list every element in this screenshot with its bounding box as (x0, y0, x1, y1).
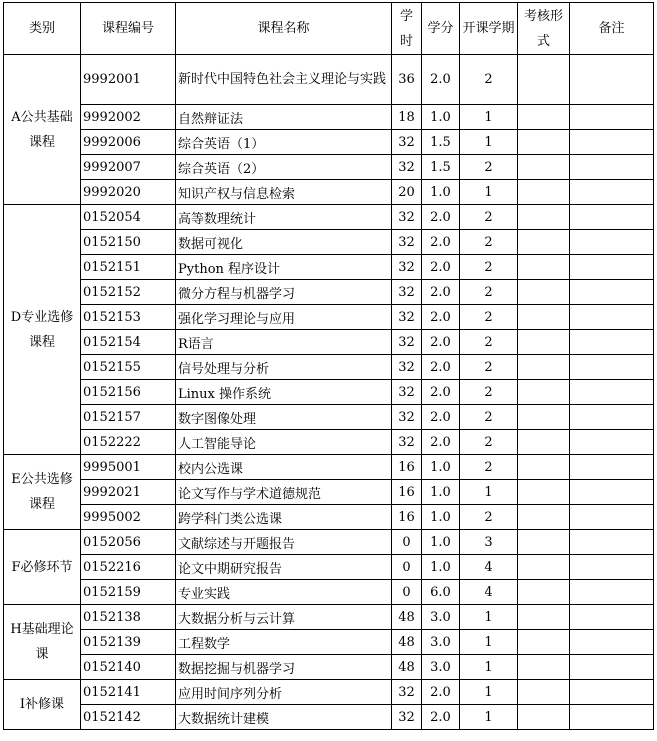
exam-cell (518, 355, 570, 380)
course-name-cell: 专业实践 (176, 580, 392, 605)
exam-cell (518, 430, 570, 455)
semester-cell: 2 (460, 255, 518, 280)
course-name-cell: 数字图像处理 (176, 405, 392, 430)
semester-cell: 2 (460, 430, 518, 455)
credits-cell: 6.0 (422, 580, 460, 605)
exam-cell (518, 330, 570, 355)
semester-cell: 1 (460, 480, 518, 505)
table-row (4, 580, 654, 605)
remark-cell (570, 305, 654, 330)
course-code-cell: 9992001 (81, 55, 176, 105)
course-code-cell: 0152142 (81, 705, 176, 730)
remark-cell (570, 330, 654, 355)
credits-cell: 2.0 (422, 680, 460, 705)
remark-cell (570, 455, 654, 480)
hours-cell: 32 (392, 230, 422, 255)
semester-cell: 2 (460, 280, 518, 305)
remark-cell (570, 680, 654, 705)
table-row (4, 530, 654, 555)
hours-cell: 20 (392, 180, 422, 205)
remark-cell (570, 530, 654, 555)
hours-cell: 32 (392, 255, 422, 280)
course-name-cell: 高等数理统计 (176, 205, 392, 230)
hours-cell: 48 (392, 655, 422, 680)
credits-cell: 1.0 (422, 555, 460, 580)
course-name-cell: 综合英语（1） (176, 130, 392, 155)
header-name: 课程名称 (176, 3, 392, 55)
hours-cell: 32 (392, 130, 422, 155)
table-row (4, 480, 654, 505)
hours-cell: 0 (392, 580, 422, 605)
course-code-cell: 0152222 (81, 430, 176, 455)
table-row (4, 155, 654, 180)
table-row (4, 330, 654, 355)
semester-cell: 2 (460, 230, 518, 255)
header-row (4, 3, 654, 55)
exam-cell (518, 55, 570, 105)
exam-cell (518, 680, 570, 705)
course-name-cell: 大数据分析与云计算 (176, 605, 392, 630)
exam-cell (518, 705, 570, 730)
credits-cell: 1.0 (422, 505, 460, 530)
remark-cell (570, 105, 654, 130)
category-cell: A公共基础课程 (4, 55, 81, 205)
exam-cell (518, 180, 570, 205)
exam-cell (518, 255, 570, 280)
course-name-cell: 校内公选课 (176, 455, 392, 480)
hours-cell: 32 (392, 330, 422, 355)
credits-cell: 3.0 (422, 630, 460, 655)
credits-cell: 2.0 (422, 255, 460, 280)
table-row (4, 705, 654, 730)
exam-cell (518, 505, 570, 530)
exam-cell (518, 380, 570, 405)
semester-cell: 2 (460, 205, 518, 230)
exam-cell (518, 655, 570, 680)
course-code-cell: 9992006 (81, 130, 176, 155)
exam-cell (518, 305, 570, 330)
table-row (4, 655, 654, 680)
exam-cell (518, 630, 570, 655)
table-row (4, 130, 654, 155)
semester-cell: 2 (460, 305, 518, 330)
semester-cell: 2 (460, 405, 518, 430)
table-row (4, 630, 654, 655)
course-table (3, 2, 654, 730)
credits-cell: 2.0 (422, 305, 460, 330)
credits-cell: 2.0 (422, 205, 460, 230)
course-code-cell: 9992020 (81, 180, 176, 205)
course-name-cell: 数据挖掘与机器学习 (176, 655, 392, 680)
table-row (4, 105, 654, 130)
course-code-cell: 0152139 (81, 630, 176, 655)
hours-cell: 16 (392, 455, 422, 480)
course-code-cell: 0152155 (81, 355, 176, 380)
remark-cell (570, 130, 654, 155)
hours-cell: 0 (392, 530, 422, 555)
header-category: 类别 (4, 3, 81, 55)
credits-cell: 3.0 (422, 655, 460, 680)
header-remark: 备注 (570, 3, 654, 55)
category-cell: F必修环节 (4, 530, 81, 605)
table-row (4, 430, 654, 455)
course-name-cell: 强化学习理论与应用 (176, 305, 392, 330)
semester-cell: 1 (460, 630, 518, 655)
hours-cell: 32 (392, 380, 422, 405)
hours-cell: 16 (392, 480, 422, 505)
hours-cell: 36 (392, 55, 422, 105)
exam-cell (518, 205, 570, 230)
hours-cell: 32 (392, 705, 422, 730)
remark-cell (570, 430, 654, 455)
course-name-cell: 论文写作与学术道德规范 (176, 480, 392, 505)
exam-cell (518, 405, 570, 430)
course-code-cell: 0152156 (81, 380, 176, 405)
exam-cell (518, 530, 570, 555)
exam-cell (518, 605, 570, 630)
course-name-cell: 人工智能导论 (176, 430, 392, 455)
table-row (4, 555, 654, 580)
remark-cell (570, 580, 654, 605)
semester-cell: 2 (460, 155, 518, 180)
semester-cell: 2 (460, 505, 518, 530)
remark-cell (570, 55, 654, 105)
semester-cell: 2 (460, 330, 518, 355)
course-name-cell: 知识产权与信息检索 (176, 180, 392, 205)
course-name-cell: Linux 操作系统 (176, 380, 392, 405)
course-code-cell: 0152150 (81, 230, 176, 255)
course-name-cell: 工程数学 (176, 630, 392, 655)
remark-cell (570, 230, 654, 255)
course-name-cell: 综合英语（2） (176, 155, 392, 180)
exam-cell (518, 105, 570, 130)
credits-cell: 3.0 (422, 605, 460, 630)
credits-cell: 2.0 (422, 330, 460, 355)
course-name-cell: 大数据统计建模 (176, 705, 392, 730)
hours-cell: 16 (392, 505, 422, 530)
course-name-cell: 信号处理与分析 (176, 355, 392, 380)
table-row (4, 255, 654, 280)
remark-cell (570, 355, 654, 380)
remark-cell (570, 255, 654, 280)
remark-cell (570, 480, 654, 505)
hours-cell: 48 (392, 630, 422, 655)
course-name-cell: R语言 (176, 330, 392, 355)
course-code-cell: 0152140 (81, 655, 176, 680)
semester-cell: 3 (460, 530, 518, 555)
credits-cell: 2.0 (422, 230, 460, 255)
course-code-cell: 9992002 (81, 105, 176, 130)
exam-cell (518, 130, 570, 155)
remark-cell (570, 280, 654, 305)
credits-cell: 2.0 (422, 355, 460, 380)
header-code: 课程编号 (81, 3, 176, 55)
table-row (4, 205, 654, 230)
remark-cell (570, 555, 654, 580)
semester-cell: 4 (460, 555, 518, 580)
course-code-cell: 0152151 (81, 255, 176, 280)
credits-cell: 2.0 (422, 55, 460, 105)
remark-cell (570, 380, 654, 405)
remark-cell (570, 655, 654, 680)
header-credits: 学分 (422, 3, 460, 55)
course-code-cell: 0152216 (81, 555, 176, 580)
course-name-cell: 自然辩证法 (176, 105, 392, 130)
exam-cell (518, 480, 570, 505)
course-code-cell: 0152157 (81, 405, 176, 430)
semester-cell: 1 (460, 105, 518, 130)
credits-cell: 1.0 (422, 530, 460, 555)
credits-cell: 2.0 (422, 380, 460, 405)
remark-cell (570, 180, 654, 205)
course-code-cell: 0152138 (81, 605, 176, 630)
remark-cell (570, 605, 654, 630)
hours-cell: 32 (392, 280, 422, 305)
credits-cell: 1.5 (422, 155, 460, 180)
hours-cell: 32 (392, 355, 422, 380)
course-name-cell: 文献综述与开题报告 (176, 530, 392, 555)
course-code-cell: 0152141 (81, 680, 176, 705)
credits-cell: 1.0 (422, 455, 460, 480)
semester-cell: 1 (460, 605, 518, 630)
table-row (4, 680, 654, 705)
table-row (4, 305, 654, 330)
exam-cell (518, 555, 570, 580)
semester-cell: 2 (460, 55, 518, 105)
course-code-cell: 0152153 (81, 305, 176, 330)
semester-cell: 1 (460, 655, 518, 680)
exam-cell (518, 455, 570, 480)
exam-cell (518, 280, 570, 305)
remark-cell (570, 405, 654, 430)
course-code-cell: 9995001 (81, 455, 176, 480)
hours-cell: 18 (392, 105, 422, 130)
remark-cell (570, 705, 654, 730)
category-cell: D专业选修课程 (4, 205, 81, 455)
course-name-cell: 应用时间序列分析 (176, 680, 392, 705)
remark-cell (570, 505, 654, 530)
header-hours: 学时 (392, 3, 422, 55)
remark-cell (570, 155, 654, 180)
credits-cell: 2.0 (422, 705, 460, 730)
course-name-cell: Python 程序设计 (176, 255, 392, 280)
category-cell: I补修课 (4, 680, 81, 730)
semester-cell: 4 (460, 580, 518, 605)
category-cell: H基础理论课 (4, 605, 81, 680)
semester-cell: 1 (460, 180, 518, 205)
credits-cell: 1.0 (422, 180, 460, 205)
table-row (4, 505, 654, 530)
credits-cell: 1.5 (422, 130, 460, 155)
hours-cell: 32 (392, 405, 422, 430)
semester-cell: 2 (460, 455, 518, 480)
course-code-cell: 0152159 (81, 580, 176, 605)
hours-cell: 0 (392, 555, 422, 580)
semester-cell: 2 (460, 380, 518, 405)
hours-cell: 32 (392, 680, 422, 705)
header-exam: 考核形式 (518, 3, 570, 55)
credits-cell: 2.0 (422, 405, 460, 430)
category-cell: E公共选修课程 (4, 455, 81, 530)
course-code-cell: 9995002 (81, 505, 176, 530)
credits-cell: 2.0 (422, 430, 460, 455)
table-row (4, 380, 654, 405)
table-row (4, 455, 654, 480)
table-body (4, 55, 654, 730)
semester-cell: 1 (460, 680, 518, 705)
course-name-cell: 数据可视化 (176, 230, 392, 255)
exam-cell (518, 580, 570, 605)
exam-cell (518, 230, 570, 255)
credits-cell: 1.0 (422, 105, 460, 130)
course-name-cell: 论文中期研究报告 (176, 555, 392, 580)
semester-cell: 2 (460, 355, 518, 380)
course-code-cell: 0152056 (81, 530, 176, 555)
table-row (4, 55, 654, 105)
semester-cell: 1 (460, 130, 518, 155)
table-row (4, 405, 654, 430)
course-name-cell: 跨学科门类公选课 (176, 505, 392, 530)
hours-cell: 32 (392, 155, 422, 180)
table-row (4, 230, 654, 255)
course-code-cell: 0152154 (81, 330, 176, 355)
semester-cell: 1 (460, 705, 518, 730)
hours-cell: 32 (392, 305, 422, 330)
course-code-cell: 0152054 (81, 205, 176, 230)
credits-cell: 2.0 (422, 280, 460, 305)
hours-cell: 32 (392, 205, 422, 230)
table-row (4, 280, 654, 305)
hours-cell: 32 (392, 430, 422, 455)
credits-cell: 1.0 (422, 480, 460, 505)
hours-cell: 48 (392, 605, 422, 630)
remark-cell (570, 205, 654, 230)
course-code-cell: 9992021 (81, 480, 176, 505)
course-code-cell: 9992007 (81, 155, 176, 180)
exam-cell (518, 155, 570, 180)
table-row (4, 605, 654, 630)
course-name-cell: 微分方程与机器学习 (176, 280, 392, 305)
table-row (4, 355, 654, 380)
remark-cell (570, 630, 654, 655)
table-row (4, 180, 654, 205)
header-semester: 开课学期 (460, 3, 518, 55)
course-name-cell: 新时代中国特色社会主义理论与实践 (176, 55, 392, 105)
course-code-cell: 0152152 (81, 280, 176, 305)
